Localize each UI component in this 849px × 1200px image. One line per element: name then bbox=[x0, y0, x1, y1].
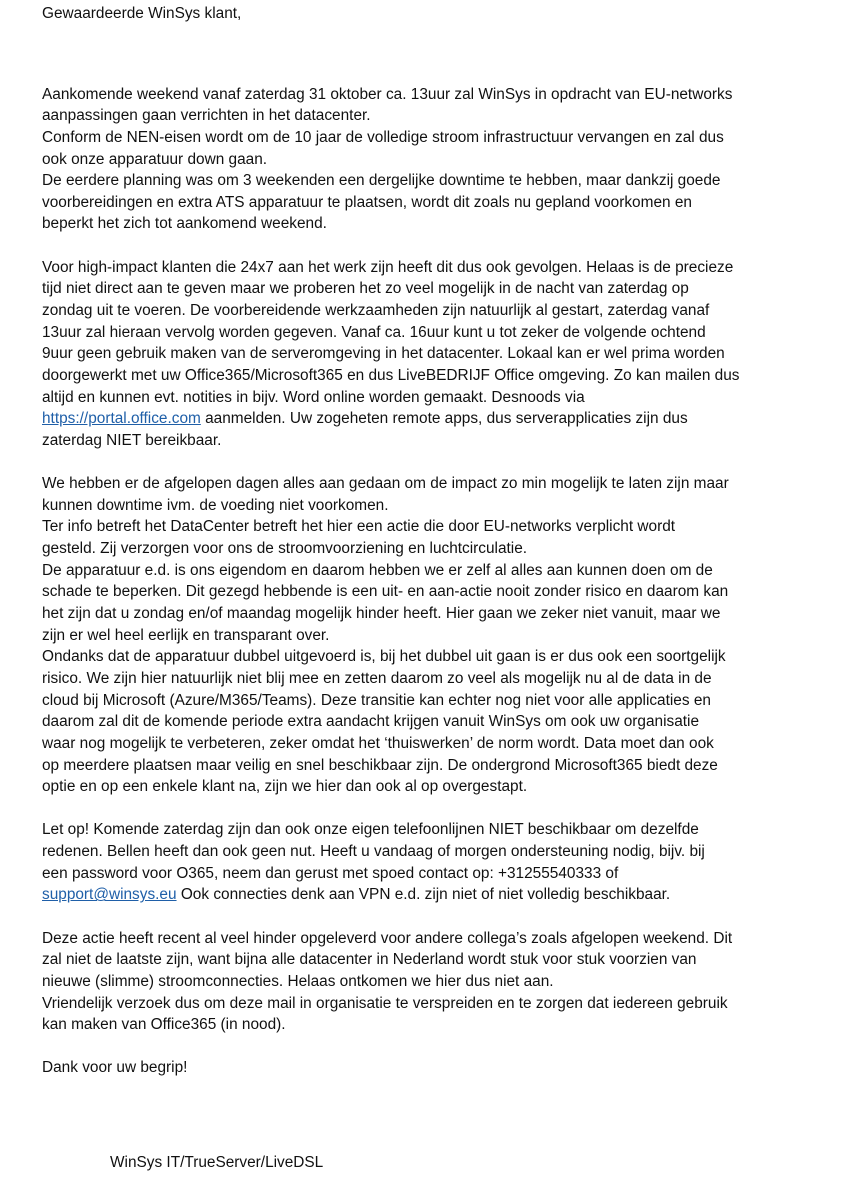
text-line bbox=[42, 387, 839, 409]
text-segment: Ter info betreft het DataCenter betreft het hier een actie die door EU-networks verplicht wordt bbox=[42, 518, 676, 536]
text-line bbox=[42, 884, 839, 906]
text-segment: cloud bij Microsoft (Azure/M365/Teams). Deze transitie kan echter nog niet voor alle applicaties en bbox=[42, 691, 711, 709]
text-segment: 13uur zal hieraan vervolg worden gegeven. Vanaf ca. 16uur kunt u tot zeker de volgende ochtend bbox=[42, 323, 706, 341]
text-segment: zal niet de laatste zijn, want bijna alle datacenter in Nederland wordt stuk voor stuk voorzien van bbox=[42, 951, 697, 969]
text-line bbox=[42, 819, 839, 841]
text-line bbox=[42, 408, 839, 430]
text-line bbox=[42, 625, 839, 647]
text-segment: De apparatuur e.d. is ons eigendom en daarom hebben we er zelf al alles aan kunnen doen om de bbox=[42, 561, 713, 579]
text-line bbox=[42, 1014, 839, 1036]
text-segment: Vriendelijk verzoek dus om deze mail in organisatie te verspreiden en te zorgen dat iedereen gebruik bbox=[42, 994, 728, 1012]
text-segment: daarom zal dit de komende periode extra aandacht krijgen vanuit WinSys om ook uw organisatie bbox=[42, 713, 700, 731]
text-segment: altijd en kunnen evt. notities in bijv. Word online worden gemaakt. Desnoods via bbox=[42, 388, 585, 406]
text-segment: De eerdere planning was om 3 weekenden een dergelijke downtime te hebben, maar dankzij goede bbox=[42, 172, 721, 190]
text-segment: kan maken van Office365 (in nood). bbox=[42, 1016, 286, 1034]
text-segment: Let op! Komende zaterdag zijn dan ook onze eigen telefoonlijnen NIET beschikbaar om dezelfde bbox=[42, 821, 699, 839]
text-segment: Voor high-impact klanten die 24x7 aan het werk zijn heeft dit dus ook gevolgen. Helaas is de precieze bbox=[42, 258, 734, 276]
paragraph bbox=[42, 1057, 839, 1079]
text-segment: schade te beperken. Dit gezegd hebbende is een uit- en aan-actie nooit zonder risico en daarom kan bbox=[42, 583, 729, 601]
text-segment: waar nog mogelijk te verbeteren, zeker omdat het ‘thuiswerken’ de norm wordt. Data moet dan ook bbox=[42, 734, 714, 752]
paragraph bbox=[42, 84, 839, 235]
text-line bbox=[42, 170, 839, 192]
text-segment: zijn er wel heel eerlijk en transparant over. bbox=[42, 626, 330, 644]
text-line bbox=[42, 105, 839, 127]
text-segment: zaterdag NIET bereikbaar. bbox=[42, 431, 222, 449]
text-segment: doorgewerkt met uw Office365/Microsoft365 en dus LiveBEDRIJF Office omgeving. Zo kan mailen dus bbox=[42, 366, 740, 384]
text-line bbox=[42, 473, 839, 495]
text-line bbox=[42, 690, 839, 712]
text-line bbox=[42, 365, 839, 387]
text-segment: Dank voor uw begrip! bbox=[42, 1059, 188, 1077]
text-line bbox=[42, 581, 839, 603]
text-segment: risico. We zijn hier natuurlijk niet blij mee en zetten daarom zo veel als mogelijk nu al de data in de bbox=[42, 669, 712, 687]
text-segment: kunnen downtime ivm. de voeding niet voorkomen. bbox=[42, 496, 389, 514]
text-line bbox=[42, 495, 839, 517]
text-segment: Ondanks dat de apparatuur dubbel uitgevoerd is, bij het dubbel uit gaan is er dus ook een soortgelijk bbox=[42, 648, 726, 666]
text-line bbox=[42, 300, 839, 322]
text-segment: voorbereidingen en extra ATS apparatuur te plaatsen, wordt dit zoals nu gepland voorkomen en bbox=[42, 193, 692, 211]
text-segment: op meerdere plaatsen maar veilig en snel beschikbaar zijn. De ondergrond Microsoft365 biedt deze bbox=[42, 756, 718, 774]
text-line bbox=[42, 755, 839, 777]
text-line bbox=[42, 949, 839, 971]
text-line bbox=[42, 343, 839, 365]
text-segment: beperkt het zich tot aankomend weekend. bbox=[42, 215, 327, 233]
text-line bbox=[42, 776, 839, 798]
text-segment: het zijn dat u zondag en/of maandag mogelijk hinder heeft. Hier gaan we zeker niet vanuit, maar we bbox=[42, 605, 721, 623]
greeting: Gewaardeerde WinSys klant, bbox=[42, 5, 242, 22]
paragraph bbox=[42, 473, 839, 798]
text-segment: We hebben er de afgelopen dagen alles aan gedaan om de impact zo min mogelijk te laten zijn maar bbox=[42, 475, 729, 493]
text-line bbox=[42, 928, 839, 950]
text-line bbox=[42, 430, 839, 452]
text-segment: zondag uit te voeren. De voorbereidende werkzaamheden zijn natuurlijk al gestart, zaterdag vanaf bbox=[42, 302, 710, 320]
text-line bbox=[42, 560, 839, 582]
text-segment: aanmelden. Uw zogeheten remote apps, dus serverapplicaties zijn dus bbox=[200, 410, 688, 428]
text-segment: optie en op een enkele klant na, zijn we hier dan ook al op overgestapt. bbox=[42, 778, 528, 796]
text-line bbox=[42, 149, 839, 171]
paragraphs bbox=[42, 84, 839, 1079]
text-segment: Ook connecties denk aan VPN e.d. zijn niet of niet volledig beschikbaar. bbox=[176, 886, 671, 904]
text-segment: gesteld. Zij verzorgen voor ons de stroomvoorziening en luchtcirculatie. bbox=[42, 540, 528, 558]
text-line bbox=[42, 863, 839, 885]
signature: WinSys IT/TrueServer/LiveDSL bbox=[110, 1154, 324, 1171]
text-segment: 9uur geen gebruik maken van de serveromgeving in het datacenter. Lokaal kan er wel prima worden bbox=[42, 345, 725, 363]
letter-body bbox=[42, 3, 839, 1101]
text-line bbox=[42, 516, 839, 538]
text-line bbox=[42, 278, 839, 300]
text-segment: aanpassingen gaan verrichten in het datacenter. bbox=[42, 107, 371, 125]
text-line bbox=[42, 1057, 839, 1079]
text-line bbox=[42, 841, 839, 863]
text-segment: tijd niet direct aan te geven maar we proberen het zo veel mogelijk in de nacht van zaterdag op bbox=[42, 280, 689, 298]
support-email-link[interactable]: support@winsys.eu bbox=[42, 886, 177, 904]
text-segment: redenen. Bellen heeft dan ook geen nut. Heeft u vandaag of morgen ondersteuning nodig, bijv. bij bbox=[42, 843, 705, 861]
text-segment: ook onze apparatuur down gaan. bbox=[42, 150, 268, 168]
text-segment: Conform de NEN-eisen wordt om de 10 jaar de volledige stroom infrastructuur vervangen en zal dus bbox=[42, 128, 724, 146]
text-segment: Deze actie heeft recent al veel hinder opgeleverd voor andere collega’s zoals afgelopen weekend. Dit bbox=[42, 929, 733, 947]
text-line bbox=[42, 84, 839, 106]
text-line bbox=[42, 993, 839, 1015]
text-line bbox=[42, 668, 839, 690]
text-line bbox=[42, 711, 839, 733]
text-line bbox=[42, 213, 839, 235]
text-line bbox=[42, 538, 839, 560]
text-line bbox=[42, 127, 839, 149]
text-line bbox=[42, 322, 839, 344]
paragraph bbox=[42, 928, 839, 1036]
text-segment: nieuwe (slimme) stroomconnecties. Helaas ontkomen we hier dus niet aan. bbox=[42, 972, 554, 990]
text-segment: een password voor O365, neem dan gerust met spoed contact op: +31255540333 of bbox=[42, 864, 619, 882]
text-line bbox=[42, 733, 839, 755]
portal-office-link[interactable]: https://portal.office.com bbox=[42, 410, 201, 428]
text-line bbox=[42, 971, 839, 993]
paragraph bbox=[42, 257, 839, 452]
text-line bbox=[42, 603, 839, 625]
text-line bbox=[42, 192, 839, 214]
paragraph bbox=[42, 819, 839, 906]
text-line bbox=[42, 646, 839, 668]
text-line bbox=[42, 257, 839, 279]
text-segment: Aankomende weekend vanaf zaterdag 31 oktober ca. 13uur zal WinSys in opdracht van EU-networks bbox=[42, 85, 733, 103]
